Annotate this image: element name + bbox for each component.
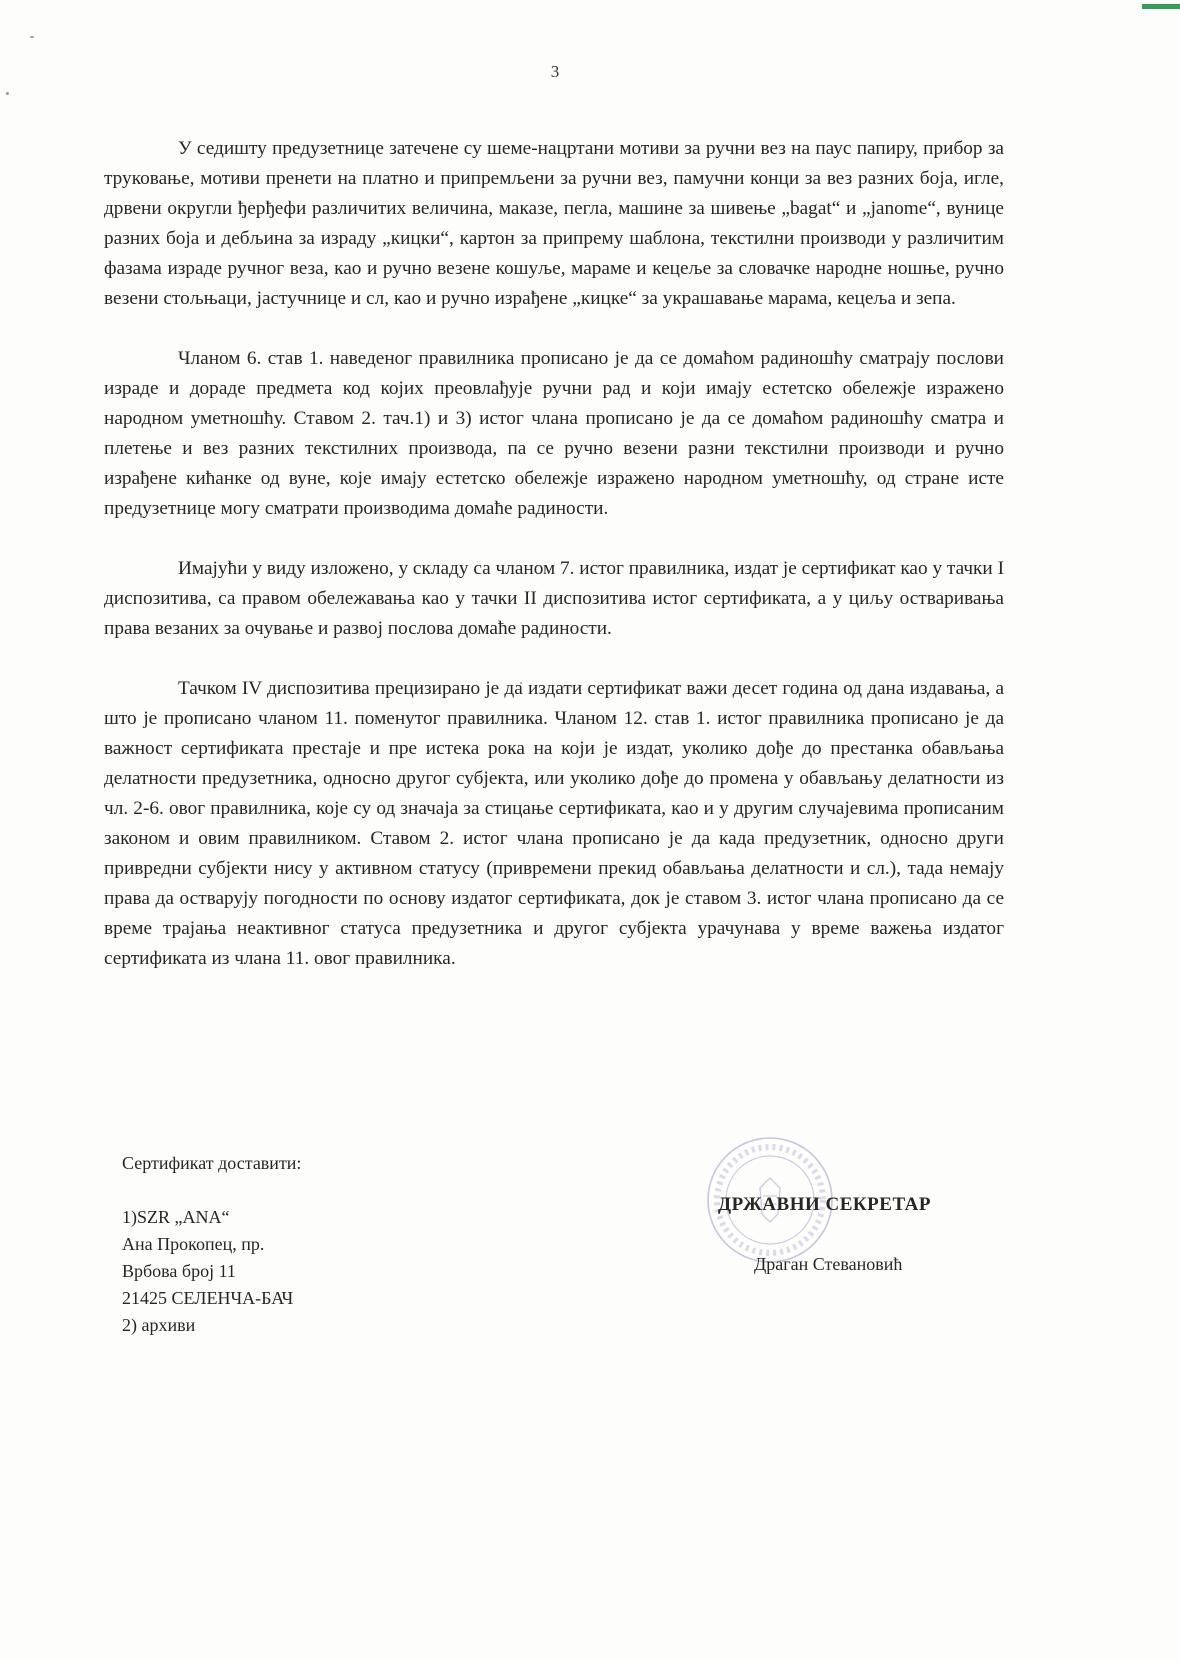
paragraph: У седишту предузетнице затечене су шеме-нацртани мотиви за ручни вез на паус папиру, прибор за труковање, мотиви пренети на платно и припремљени за ручни вез, памучни конци за вез разних боја, игле, дрвени округли ђерђефи различитих величина, маказе, пегла, машине за шивење „bagat“ и „janome“, вунице разних боја и дебљина за израду „кицки“, картон за припрему шаблона, текстилни производи у различитим фазама израде ручног веза, као и ручно везене кошуље, мараме и кецеље за словачке народне ношње, ручно везени стољњаци, јастучнице и сл, као и ручно израђене „кицке“ за украшавање марама, кецеља и зепа.: [104, 138, 1004, 309]
scan-speck: [30, 36, 34, 38]
recipient-line: 21425 СЕЛЕНЧА-БАЧ: [122, 1288, 294, 1308]
recipient-line: Ана Прокопец, пр.: [122, 1234, 265, 1254]
recipient-line: Врбова број 11: [122, 1261, 236, 1281]
page-number: 3: [550, 62, 560, 81]
page-edge-mark: [1142, 4, 1180, 9]
signature-block: [680, 1130, 1010, 1310]
document-body: [104, 134, 1004, 1004]
recipient-line: 1)SZR „ANA“: [122, 1207, 230, 1227]
paragraph: Чланом 6. став 1. наведеног правилника прописано је да се домаћом радиношћу сматрају послови израде и дораде предмета код којих преовлађује ручни рад и који имају естетско обележје изражено народном уметношћу. Ставом 2. тач.1) и 3) истог члана прописано је да се домаћом радиношћу сматра и плетење и вез разних текстилних производа, па се ручно везени разни текстилни производи и ручно израђене кићанке од вуне, које имају естетско обележје изражено народном уметношћу, од стране исте предузетнице могу сматрати производима домаће радиности.: [104, 348, 1004, 519]
paragraph: Имајући у виду изложено, у складу са чланом 7. истог правилника, издат је сертификат као у тачки I диспозитива, са правом обележавања као у тачки II диспозитива истог сертификата, а у циљу остваривања права везаних за очување и развој послова домаће радиности.: [104, 558, 1004, 639]
scan-speck: [6, 92, 9, 95]
signer-name: Драган Стевановић: [754, 1254, 903, 1274]
signer-title: ДРЖАВНИ СЕКРЕТАР: [718, 1194, 932, 1215]
delivery-heading: Сертификат доставити:: [122, 1153, 302, 1173]
delivery-list: [122, 1150, 301, 1339]
recipient-line: 2) архиви: [122, 1315, 196, 1335]
paragraph: Тачком IV диспозитива прецизирано је да издати сертификат важи десет година од дана издавања, а што је прописано чланом 11. поменутог правилника. Чланом 12. став 1. истог правилника прописано је да важност сертификата престаје и пре истека рока на који је издат, уколико дође до престанка обављања делатности предузетника, односно другог субјекта, или уколико дође до промена у обављању делатности из чл. 2-6. овог правилника, које су од значаја за стицање сертификата, као и у другим случајевима прописаним законом и овим правилником. Ставом 2. истог члана прописано је да када предузетник, односно други привредни субјекти нису у активном статусу (привремени прекид обављања делатности и сл.), тада немају права да остварују погодности по основу издатог сертификата, док је ставом 3. истог члана прописано да се време трајања неактивног статуса предузетника и другог субјекта урачунава у време важења издатог сертификата из члана 11. овог правилника.: [104, 678, 1004, 969]
